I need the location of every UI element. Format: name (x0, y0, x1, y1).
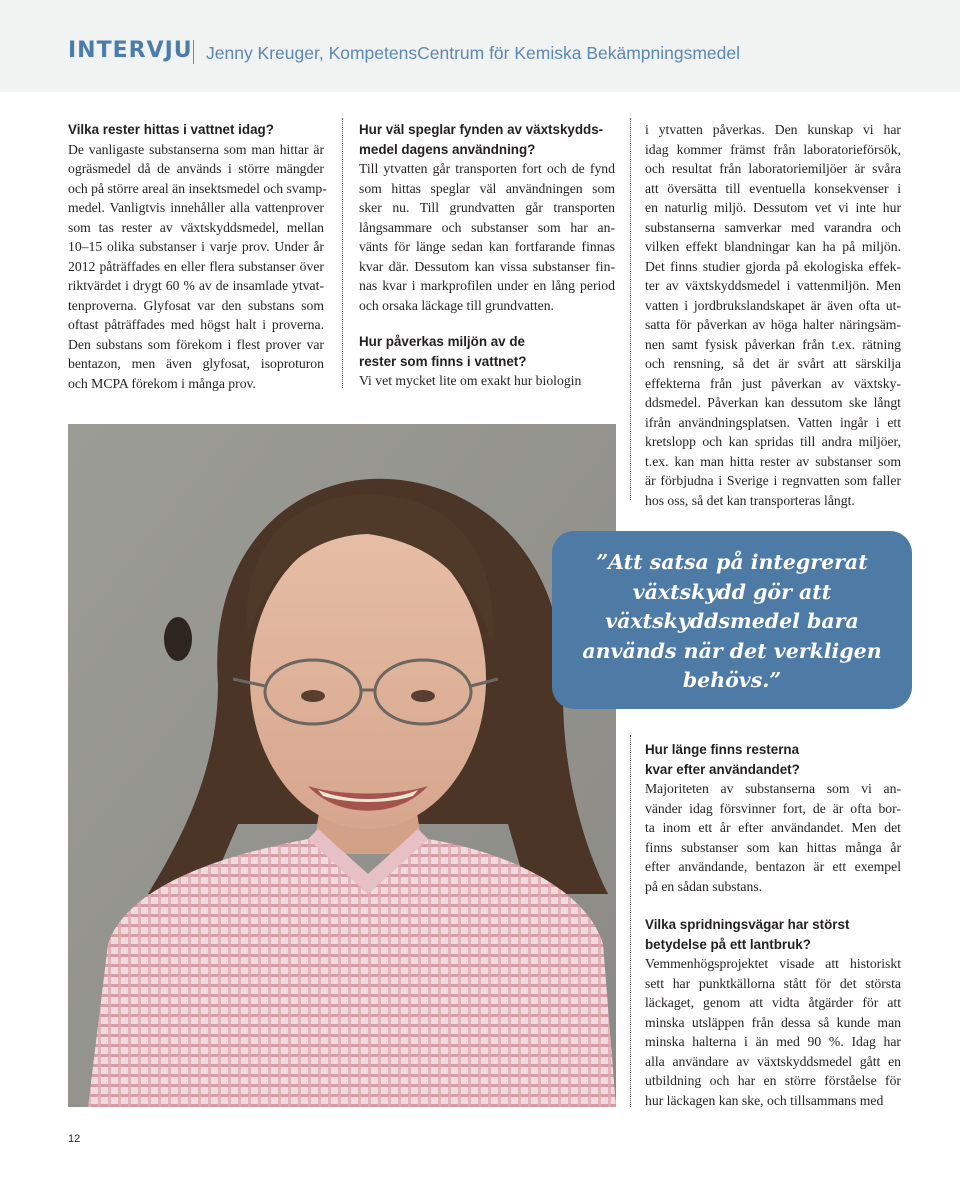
text-line: ta inom ett år efter användandet. Men det (645, 820, 901, 835)
text-line: ter av växtskyddsmedel i vattenmiljön. Men (645, 278, 901, 293)
text-line: minska halterna i än med 90 %. Idag har (645, 1034, 901, 1049)
page-number: 12 (68, 1133, 81, 1145)
text-line: Hur påverkas miljön av de (359, 334, 525, 349)
text-line: nen samt fysisk påverkan från t.ex. rätning (645, 336, 901, 352)
text-line: används när det verkligen (582, 638, 882, 663)
text-line: De vanligaste substanserna som man hittar är (68, 141, 324, 157)
paragraph-paverkan (645, 120, 901, 510)
text-line: Den substans som förekom i flest prover var (68, 336, 324, 352)
text-line: nas kvar i markprofilen under en lång period (359, 278, 615, 293)
pull-quote-text (552, 548, 912, 696)
text-line: Det finns studier gjorda på ekologiska effek- (645, 258, 901, 274)
text-line: idag kommer främst från laboratorieförsök, (645, 141, 901, 157)
text-line: satta för påverkan av höga halter näringsäm- (645, 317, 901, 332)
column-divider (630, 118, 631, 500)
text-line: utbildning och har en större förståelse för (645, 1073, 901, 1088)
text-line: riktvärdet i drygt 60 % av de insamlade ytvat- (68, 278, 324, 293)
text-line: rester som finns i vattnet? (359, 353, 527, 369)
text-line: 10–15 olika substanser i varje prov. Under år (68, 239, 324, 254)
text-line: finns substanser som kan hittas många år (645, 839, 901, 855)
text-line: och resultat från laboratoriemiljöer är svåra (645, 161, 901, 176)
text-line: alla användare av växtskyddsmedel gått en (645, 1053, 901, 1069)
text-line: kvar efter användandet? (645, 761, 800, 777)
text-line: ddsmedel. Påverkan kan dessutom ske långt (645, 395, 901, 410)
text-line: är förbjudna i Sverige i regnvatten som faller (645, 473, 901, 488)
heading-spridningsvagar (645, 915, 901, 954)
column-1 (68, 120, 327, 393)
text-line: växtskyddsmedel bara (605, 609, 859, 633)
text-line: vilken effekt blandningar kan ha på miljön. (645, 239, 901, 254)
text-line: och orsaka läckage till grundvatten. (359, 297, 554, 313)
text-line: ifrån användningsplatsen. Vatten ingår i ett (645, 414, 901, 430)
paragraph-spridningsvagar (645, 954, 901, 1110)
text-line: vatten i jordbrukslandskapet är även ofta ut- (645, 297, 901, 313)
text-line: och MCPA förekom i många prov. (68, 375, 256, 391)
text-line: vänder idag försvinner fort, de är ofta bor- (645, 800, 901, 816)
column-3 (645, 120, 901, 510)
text-line: kretslopp och kan spridas till andra miljöer, (645, 434, 901, 449)
text-line: Hur länge finns resterna (645, 742, 800, 757)
text-line: bentazon, men även glyfosat, isoproturon (68, 356, 324, 371)
text-line: en naturlig miljö. Dessutom vet vi inte hur (645, 200, 901, 215)
text-line: Vemmenhögsprojektet visade att historiskt (645, 956, 901, 971)
text-line: Vilka rester hittas i vattnet idag? (68, 122, 274, 137)
text-line: tenproverna. Glyfosat var den substans som (68, 297, 324, 313)
heading-speglar (359, 120, 615, 159)
paragraph-speglar (359, 159, 615, 315)
text-line: behövs.” (682, 668, 782, 692)
text-line: som tas rester av växtskyddsmedel, mellan (68, 219, 324, 235)
text-line: oftast påträffades med högst halt i proverna. (68, 317, 324, 332)
column-4 (645, 740, 901, 1110)
section-label: INTERVJU (68, 38, 193, 63)
text-line: Vilka spridningsvägar har störst (645, 917, 850, 932)
header-subtitle: Jenny Kreuger, KompetensCentrum för Kemiska Bekämpningsmedel (206, 43, 741, 63)
text-line: effekterna från just påverkan av växtsky- (645, 375, 901, 391)
text-line: läckaget, genom att vidta åtgärder för att (645, 995, 901, 1010)
text-line: ogräsmedel då de används i större mängder (68, 161, 324, 176)
column-divider (342, 118, 343, 388)
text-line: substanserna samverkar med varandra och (645, 219, 901, 235)
text-line: sett har punktkällorna stått för det största (645, 975, 901, 991)
text-line: t.ex. kan man hitta rester av substanser som (645, 453, 901, 469)
text-line: vänts för länge sedan kan fortfarande finnas (359, 239, 615, 254)
paragraph-hur-lange (645, 779, 901, 896)
text-line: och rensning, så det är svårt att särskilja (645, 356, 901, 371)
text-line: långsammare och substanser som har an- (359, 219, 615, 235)
text-line: efter användande, bentazon är ett exempel (645, 859, 901, 874)
text-line: ”Att satsa på integrerat (596, 550, 868, 574)
text-line: växtskydd gör att (632, 579, 832, 604)
text-line: hur läckagen kan ske, och tillsammans med (645, 1092, 884, 1108)
text-line: sker nu. Till grundvatten går transporten (359, 200, 615, 215)
column-2 (359, 120, 615, 391)
text-line: 2012 påträffades en eller flera substanser över (68, 258, 324, 274)
paragraph-miljon (359, 371, 615, 391)
page-header (0, 0, 960, 92)
text-line: medel. Vanligtvis innehåller alla vattenprover (68, 200, 324, 215)
pull-quote (552, 531, 912, 709)
paragraph-rester (68, 140, 327, 394)
portrait-photo (68, 424, 616, 1107)
text-line: och på större areal än insektsmedel och svamp- (68, 180, 327, 196)
text-line: hos oss, så det kan transporteras långt. (645, 492, 855, 508)
header-divider (193, 40, 194, 64)
text-line: i ytvatten påverkas. Den kunskap vi har (645, 122, 901, 137)
heading-miljon (359, 332, 615, 371)
text-line: att översätta till eventuella konsekvenser i (645, 180, 901, 196)
text-line: minska utsläppen från dessa så kunde man (645, 1014, 901, 1030)
text-line: Vi vet mycket lite om exakt hur biologin (359, 373, 582, 388)
text-line: kvar där. Dessutom kan vissa substanser fin- (359, 258, 615, 274)
text-line: betydelse på ett lantbruk? (645, 936, 811, 952)
text-line: på en sådan substans. (645, 878, 763, 894)
heading-hur-lange (645, 740, 901, 779)
text-line: som hittas speglar väl användningen som (359, 180, 615, 196)
text-line: Hur väl speglar fynden av växtskydds- (359, 122, 604, 137)
column-divider (630, 735, 631, 1107)
heading-rester (68, 120, 324, 140)
text-line: Till ytvatten går transporten fort och de fynd (359, 161, 615, 176)
text-line: Majoriteten av substanserna som vi an- (645, 781, 901, 796)
text-line: medel dagens användning? (359, 141, 536, 157)
